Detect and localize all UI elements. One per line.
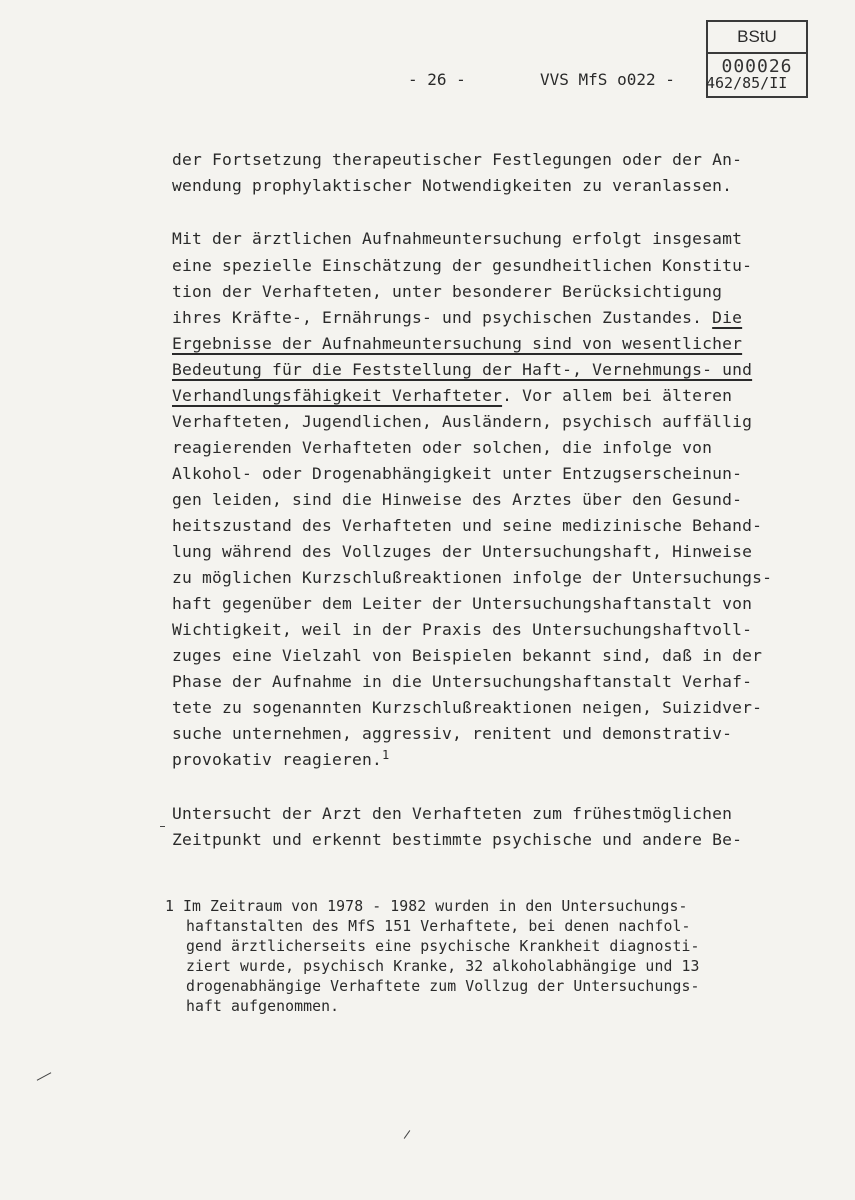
- body-line: reagierenden Verhafteten oder solchen, die infolge von: [172, 438, 713, 457]
- body-line: Verhafteten, Jugendlichen, Ausländern, psychisch auffällig: [172, 412, 753, 431]
- body-line: tete zu sogenannten Kurzschlußreaktionen neigen, Suizidver-: [172, 698, 763, 717]
- body-line: lung während des Vollzuges der Untersuchungshaft, Hinweise: [172, 542, 753, 561]
- underlined-line: Ergebnisse der Aufnahmeuntersuchung sind von wesentlicher: [172, 334, 743, 353]
- body-text: . Vor allem bei älteren: [502, 386, 733, 405]
- stamp-number: 000026: [721, 56, 793, 77]
- footnote-line: gend ärztlicherseits eine psychische Krankheit diagnosti-: [186, 938, 700, 955]
- body-text: provokativ reagieren.: [172, 750, 383, 769]
- document-id: 462/85/II: [706, 74, 788, 92]
- body-line: tion der Verhafteten, unter besonderer Berücksichtigung: [172, 282, 723, 301]
- footnote-line: haft aufgenommen.: [186, 998, 340, 1015]
- footnote-line: [165, 898, 688, 915]
- body-line: Wichtigkeit, weil in der Praxis des Untersuchungshaftvoll-: [172, 620, 753, 639]
- footnote-line: ziert wurde, psychisch Kranke, 32 alkoholabhängige und 13: [186, 958, 700, 975]
- body-line: der Fortsetzung therapeutischer Festlegungen oder der An-: [172, 150, 743, 169]
- body-line: Untersucht der Arzt den Verhafteten zum frühestmöglichen: [172, 804, 733, 823]
- body-line: Alkohol- oder Drogenabhängigkeit unter Entzugserscheinun-: [172, 464, 743, 483]
- body-line: Zeitpunkt und erkennt bestimmte psychische und andere Be-: [172, 830, 743, 849]
- scan-mark: [404, 1130, 411, 1139]
- body-line: [172, 308, 742, 327]
- footnote-text: Im Zeitraum von 1978 - 1982 wurden in den Untersuchungs-: [183, 898, 688, 915]
- document-reference: VVS MfS o022 -: [540, 70, 675, 89]
- underlined-text: Die: [712, 308, 743, 327]
- underlined-line: Bedeutung für die Feststellung der Haft-, Vernehmungs- und: [172, 360, 753, 379]
- stamp-label: BStU: [708, 22, 806, 54]
- body-line: suche unternehmen, aggressiv, renitent und demonstrativ-: [172, 724, 733, 743]
- body-line: heitszustand des Verhafteten und seine medizinische Behand-: [172, 516, 763, 535]
- footnote-line: haftanstalten des MfS 151 Verhaftete, bei denen nachfol-: [186, 918, 691, 935]
- body-line: wendung prophylaktischer Notwendigkeiten zu veranlassen.: [172, 176, 733, 195]
- body-line: [172, 386, 732, 405]
- page-number: - 26 -: [408, 70, 466, 89]
- scan-mark: [37, 1072, 52, 1080]
- body-line: [172, 750, 389, 769]
- body-line: Phase der Aufnahme in die Untersuchungshaftanstalt Verhaf-: [172, 672, 753, 691]
- body-line: zu möglichen Kurzschlußreaktionen infolge der Untersuchungs-: [172, 568, 773, 587]
- body-line: Mit der ärztlichen Aufnahmeuntersuchung erfolgt insgesamt: [172, 229, 743, 248]
- body-line: haft gegenüber dem Leiter der Untersuchungshaftanstalt von: [172, 594, 753, 613]
- scan-mark: [160, 826, 165, 827]
- underlined-text: Verhandlungsfähigkeit Verhafteter: [172, 386, 503, 405]
- footnote-line: drogenabhängige Verhaftete zum Vollzug der Untersuchungs-: [186, 978, 700, 995]
- body-text: ihres Kräfte-, Ernährungs- und psychischen Zustandes.: [172, 308, 703, 327]
- body-line: zuges eine Vielzahl von Beispielen bekannt sind, daß in der: [172, 646, 763, 665]
- body-line: gen leiden, sind die Hinweise des Arztes über den Gesund-: [172, 490, 743, 509]
- footnote-reference: 1: [382, 748, 390, 762]
- body-line: eine spezielle Einschätzung der gesundheitlichen Konstitu-: [172, 256, 753, 275]
- footnote-marker: 1: [165, 898, 175, 915]
